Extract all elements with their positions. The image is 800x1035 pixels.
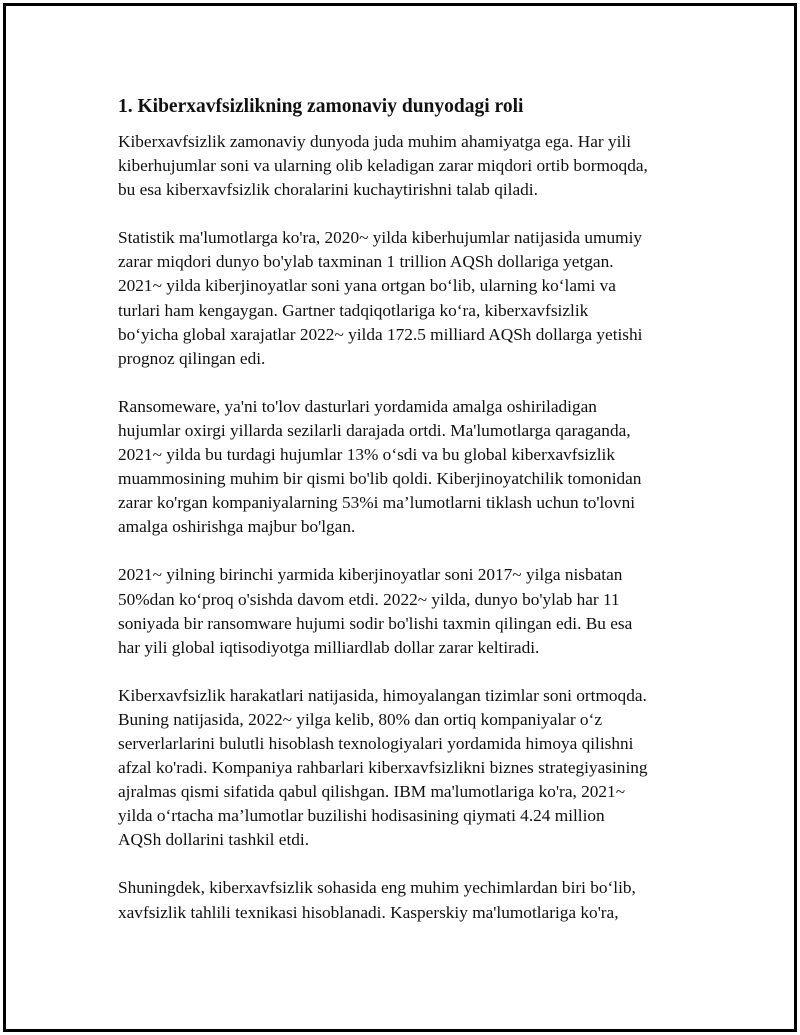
paragraph-analysis (118, 876, 688, 924)
text-line: Kiberxavfsizlik harakatlari natijasida, himoyalangan tizimlar soni ortmoqda. (118, 685, 647, 705)
paragraph-intro (118, 130, 688, 202)
text-line: bo‘yicha global xarajatlar 2022~ yilda 172.5 milliard AQSh dollarga yetishi (118, 324, 643, 344)
text-line: AQSh dollarini tashkil etdi. (118, 830, 310, 850)
text-line: xavfsizlik tahlili texnikasi hisoblanadi. Kasperskiy ma'lumotlariga ko'ra, (118, 902, 619, 922)
paragraph-protection (118, 684, 688, 853)
text-line: turlari ham kengaygan. Gartner tadqiqotlariga ko‘ra, kiberxavfsizlik (118, 300, 589, 320)
text-line: soniyada bir ransomware hujumi sodir bo'lishi taxmin qilingan edi. Bu esa (118, 613, 633, 633)
text-line: Shuningdek, kiberxavfsizlik sohasida eng muhim yechimlardan biri bo‘lib, (118, 878, 636, 898)
text-line: 2021~ yilda kiberjinoyatlar soni yana ortgan bo‘lib, ularning ko‘lami va (118, 276, 616, 296)
paragraph-statistics (118, 226, 688, 371)
text-line: Ransomeware, ya'ni to'lov dasturlari yordamida amalga oshiriladigan (118, 396, 597, 416)
text-line: amalga oshirishga majbur bo'lgan. (118, 517, 356, 537)
text-line: Buning natijasida, 2022~ yilga kelib, 80% dan ortiq kompaniyalar o‘z (118, 709, 603, 729)
text-line: 2021~ yilning birinchi yarmida kiberjinoyatlar soni 2017~ yilga nisbatan (118, 565, 623, 585)
text-line: zarar miqdori dunyo bo'ylab taxminan 1 trillion AQSh dollariga yetgan. (118, 252, 614, 272)
text-line: Statistik ma'lumotlarga ko'ra, 2020~ yilda kiberhujumlar natijasida umumiy (118, 228, 643, 248)
text-line: muammosining muhim bir qismi bo'lib qoldi. Kiberjinoyatchilik tomonidan (118, 469, 642, 489)
paragraph-growth (118, 563, 688, 659)
section-heading: 1. Kiberxavfsizlikning zamonaviy dunyodagi roli (118, 96, 524, 117)
text-line: Kiberxavfsizlik zamonaviy dunyoda juda muhim ahamiyatga ega. Har yili (118, 132, 632, 151)
text-line: hujumlar oxirgi yillarda sezilarli darajada ortdi. Ma'lumotlarga qaraganda, (118, 420, 631, 440)
text-line: bu esa kiberxavfsizlik choralarini kuchaytirishni talab qiladi. (118, 180, 538, 200)
text-line: har yili global iqtisodiyotga milliardlab dollar zarar keltiradi. (118, 637, 540, 657)
text-line: 50%dan ko‘proq o'sishda davom etdi. 2022~ yilda, dunyo bo'ylab har 11 (118, 589, 620, 609)
text-line: kiberhujumlar soni va ularning olib keladigan zarar miqdori ortib bormoqda, (118, 156, 648, 176)
paragraph-ransomware (118, 395, 688, 540)
text-line: yilda o‘rtacha ma’lumotlar buzilishi hodisasining qiymati 4.24 million (118, 806, 605, 826)
text-line: serverlarlarini bulutli hisoblash texnologiyalari yordamida himoya qilishni (118, 733, 634, 753)
text-line: 2021~ yilda bu turdagi hujumlar 13% o‘sdi va bu global kiberxavfsizlik (118, 445, 615, 465)
text-line: afzal ko'radi. Kompaniya rahbarlari kiberxavfsizlikni biznes strategiyasining (118, 758, 648, 778)
text-line: ajralmas qismi sifatida qabul qilishgan. IBM ma'lumotlariga ko'ra, 2021~ (118, 782, 626, 802)
text-line: zarar ko'rgan kompaniyalarning 53%i ma’lumotlarni tiklash uchun to'lovni (118, 493, 636, 513)
document-body (118, 94, 688, 949)
text-line: prognoz qilingan edi. (118, 348, 266, 368)
